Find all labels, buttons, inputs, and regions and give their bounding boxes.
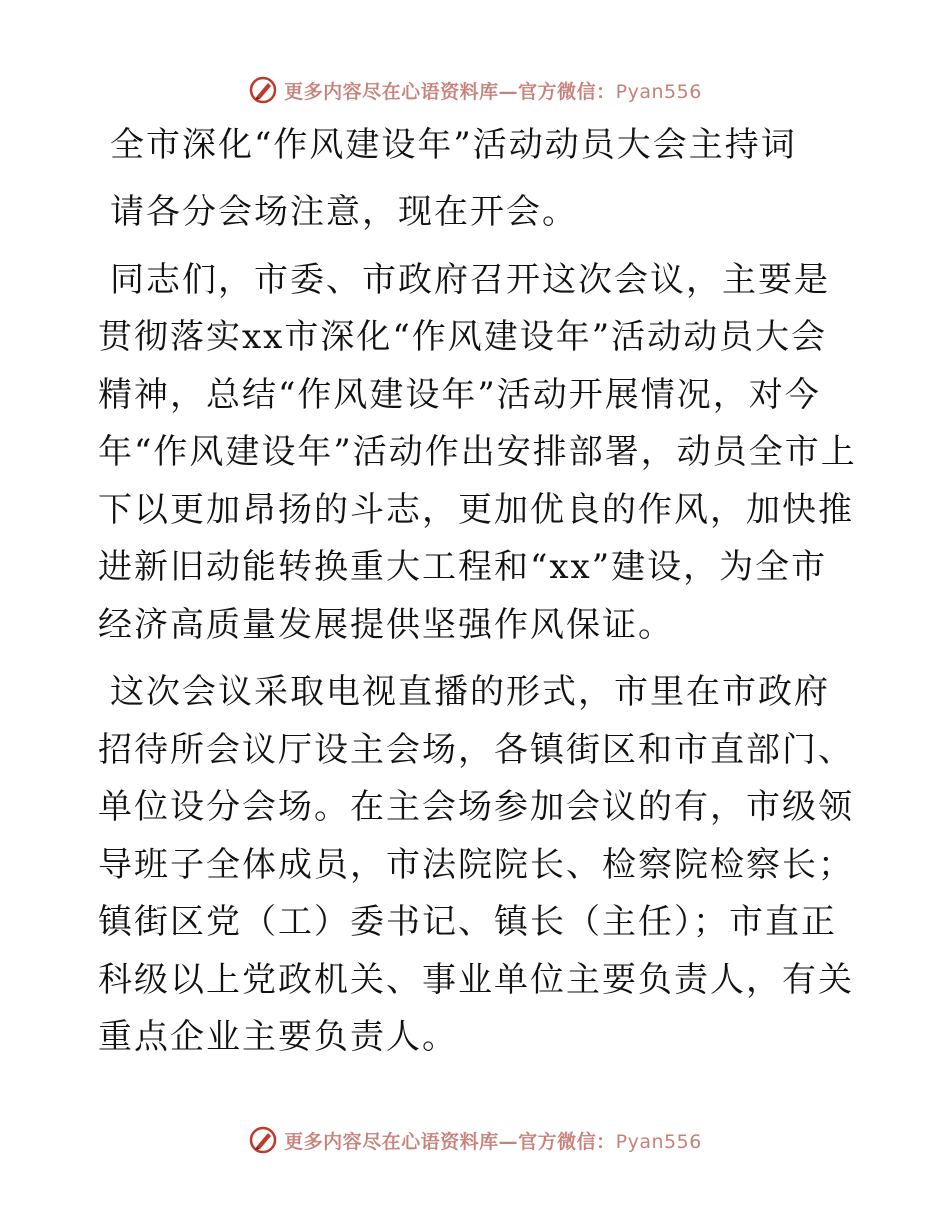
watermark-text: 更多内容尽在心语资料库—官方微信：Pyan556 — [284, 1130, 702, 1153]
watermark-wechat-id: Pyan556 — [615, 80, 702, 103]
paragraph-opening: 请各分会场注意，现在开会。 — [110, 192, 578, 232]
watermark-footer — [0, 1120, 950, 1160]
pen-logo-icon — [248, 75, 278, 105]
watermark-text: 更多内容尽在心语资料库—官方微信：Pyan556 — [284, 80, 702, 103]
paragraph-attendees: 这次会议采取电视直播的形式，市里在市政府招待所会议厅设主会场，各镇街区和市直部门、单位设分会场。在主会场参加会议的有，市级领导班子全体成员，市法院院长、检察院检察长；镇街区党（工）委书记、镇长（主任）；市直正科级以上党政机关、事业单位主要负责人，有关重点企业主要负责人。 — [98, 672, 854, 1057]
watermark-header — [0, 70, 950, 110]
paragraph-purpose: 同志们，市委、市政府召开这次会议，主要是贯彻落实xx市深化“作风建设年”活动动员大会精神，总结“作风建设年”活动开展情况，对今年“作风建设年”活动作出安排部署，动员全市上下以更加昂扬的斗志，更加优良的作风，加快推进新旧动能转换重大工程和“xx”建设，为全市经济高质量发展提供坚强作风保证。 — [98, 259, 857, 645]
document-body — [98, 116, 858, 1067]
watermark-wechat-id: Pyan556 — [615, 1130, 702, 1153]
document-title: 全市深化“作风建设年”活动动员大会主持词 — [110, 125, 797, 165]
pen-logo-icon — [248, 1125, 278, 1155]
